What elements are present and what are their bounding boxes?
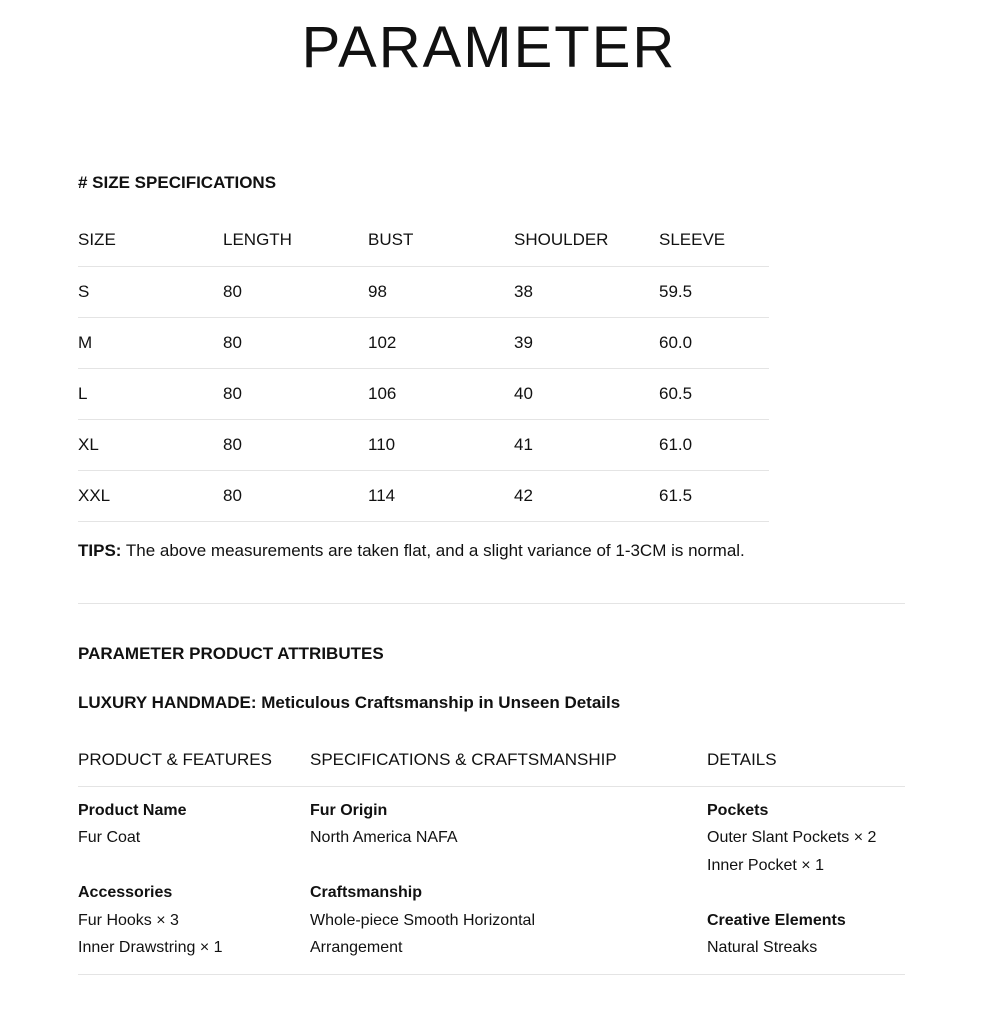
pockets-label: Pockets [707, 802, 769, 819]
table-cell: 61.0 [659, 420, 769, 471]
column-header-specifications: SPECIFICATIONS & CRAFTSMANSHIP [310, 750, 617, 769]
table-cell: 80 [223, 471, 368, 522]
page-title: PARAMETER [301, 15, 677, 80]
table-cell: 102 [368, 318, 514, 369]
table-cell: M [78, 318, 223, 369]
craftsmanship-value-2: Arrangement [310, 939, 403, 956]
table-cell: 106 [368, 369, 514, 420]
table-cell: 60.5 [659, 369, 769, 420]
accessories-label: Accessories [78, 884, 173, 901]
product-name-label: Product Name [78, 802, 187, 819]
tips-text: The above measurements are taken flat, and a slight variance of 1-3CM is normal. [121, 541, 745, 560]
table-cell: 110 [368, 420, 514, 471]
size-specifications-heading: # SIZE SPECIFICATIONS [78, 173, 277, 192]
craftsmanship-label: Craftsmanship [310, 884, 423, 901]
table-cell: 60.0 [659, 318, 769, 369]
table-cell: 98 [368, 267, 514, 318]
table-cell: S [78, 267, 223, 318]
table-cell: 80 [223, 318, 368, 369]
column-header-sleeve: SLEEVE [659, 214, 769, 267]
attributes-heading: PARAMETER PRODUCT ATTRIBUTES [78, 644, 384, 663]
table-cell: 80 [223, 420, 368, 471]
table-cell: L [78, 369, 223, 420]
table-cell: 40 [514, 369, 659, 420]
size-table [78, 214, 769, 522]
fur-origin-value: North America NAFA [310, 829, 458, 846]
accessories-value-2: Inner Drawstring × 1 [78, 939, 223, 956]
creative-elements-label: Creative Elements [707, 912, 846, 929]
column-header-size: SIZE [78, 214, 223, 267]
table-row [78, 420, 769, 471]
creative-elements-value: Natural Streaks [707, 939, 818, 956]
tips-label: TIPS: [78, 541, 122, 560]
table-cell: 114 [368, 471, 514, 522]
table-cell: 39 [514, 318, 659, 369]
table-cell: 80 [223, 267, 368, 318]
attributes-subheading: LUXURY HANDMADE: Meticulous Craftsmanship in Unseen Details [78, 693, 621, 712]
column-header-bust: BUST [368, 214, 514, 267]
column-header-length: LENGTH [223, 214, 368, 267]
table-cell: 41 [514, 420, 659, 471]
table-cell: 80 [223, 369, 368, 420]
tips-note [78, 540, 745, 562]
table-row [78, 318, 769, 369]
table-cell: 59.5 [659, 267, 769, 318]
column-header-details: DETAILS [707, 750, 777, 769]
table-cell: 42 [514, 471, 659, 522]
table-cell: XL [78, 420, 223, 471]
attributes-header-divider [78, 786, 905, 787]
column-header-shoulder: SHOULDER [514, 214, 659, 267]
accessories-value-1: Fur Hooks × 3 [78, 912, 179, 929]
table-row [78, 369, 769, 420]
table-cell: XXL [78, 471, 223, 522]
product-name-value: Fur Coat [78, 829, 141, 846]
pockets-value-2: Inner Pocket × 1 [707, 857, 824, 874]
attributes-bottom-divider [78, 974, 905, 975]
column-header-product-features: PRODUCT & FEATURES [78, 750, 272, 769]
table-row [78, 471, 769, 522]
craftsmanship-value-1: Whole-piece Smooth Horizontal [310, 912, 535, 929]
table-header-row [78, 214, 769, 267]
table-cell: 38 [514, 267, 659, 318]
pockets-value-1: Outer Slant Pockets × 2 [707, 829, 877, 846]
section-divider [78, 603, 905, 604]
fur-origin-label: Fur Origin [310, 802, 388, 819]
table-cell: 61.5 [659, 471, 769, 522]
table-row [78, 267, 769, 318]
